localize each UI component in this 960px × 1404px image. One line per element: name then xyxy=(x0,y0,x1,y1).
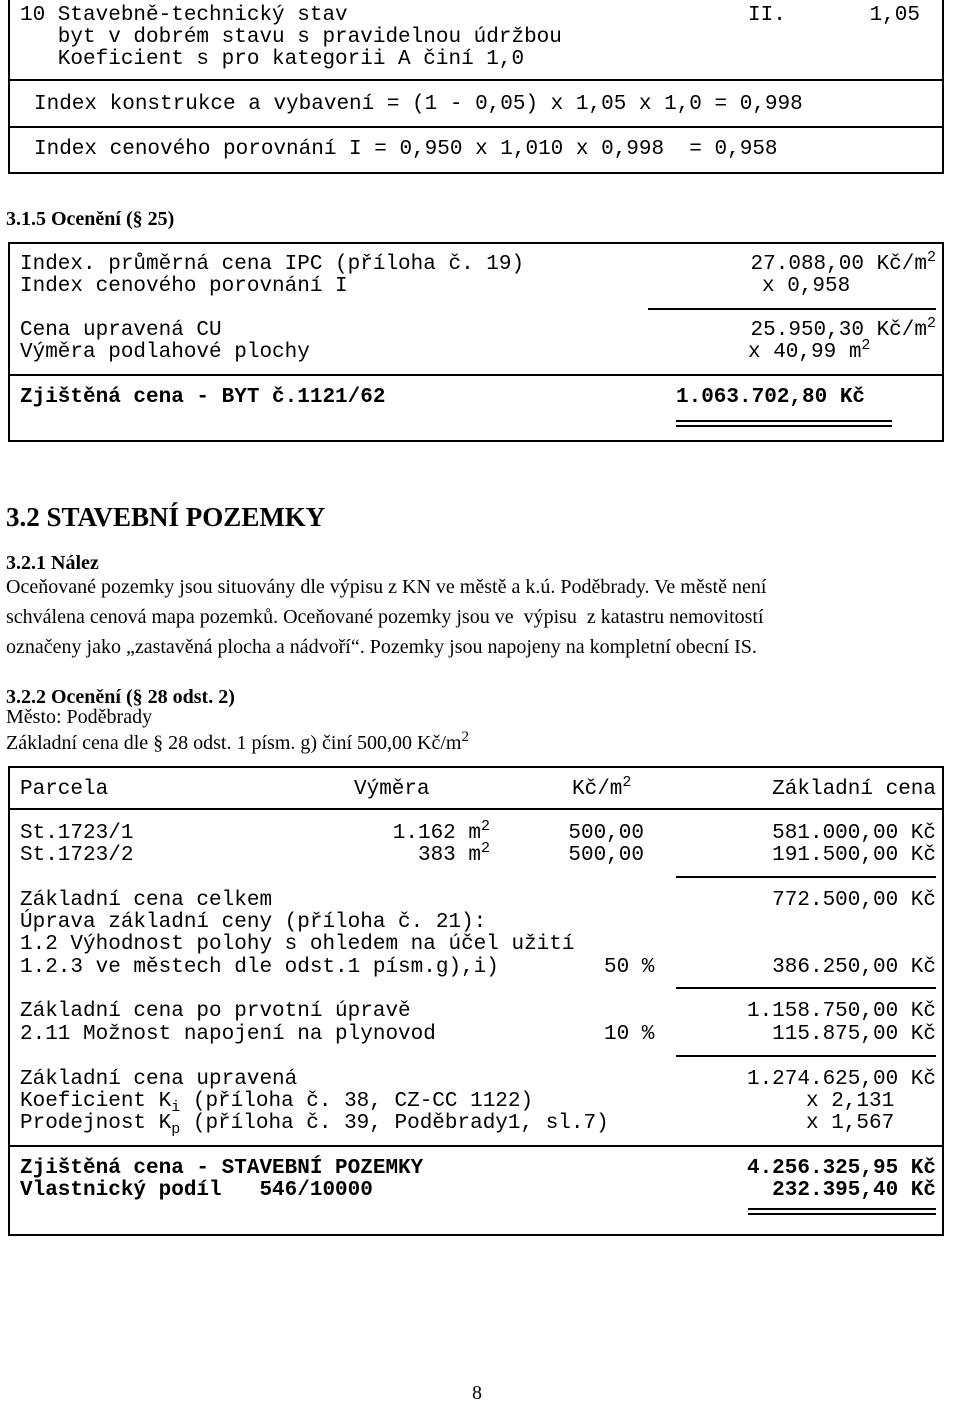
header-base-price: Základní cena xyxy=(772,778,936,801)
cu-value: 25.950,30 $Kč/m^2$ xyxy=(750,315,936,342)
header-price: $Kč/m^2$ xyxy=(572,774,632,801)
section-title-3-2: 3.2 STAVEBNÍ POZEMKY xyxy=(6,502,326,532)
ownership-share-label: Vlastnický podíl 546/10000 xyxy=(20,1179,373,1202)
sum-line xyxy=(8,374,944,376)
table-row-price: 500,00 xyxy=(568,844,644,867)
total-value: 772.500,00 Kč xyxy=(772,889,936,912)
item-10-description: byt v dobrém stavu s pravidelnou údržbou xyxy=(20,26,562,49)
item-10-value: 1,05 xyxy=(869,4,920,27)
total-label: Základní cena celkem xyxy=(20,889,273,912)
double-underline xyxy=(748,1208,936,1215)
header-divider xyxy=(8,808,944,810)
coefficient-ki-label: Koeficient $K_i$ (příloha č. 38, CZ-CC 1122) xyxy=(20,1090,534,1116)
koeficient-s-note: Koeficient s pro kategorii A činí 1,0 xyxy=(20,48,525,71)
section-heading-3-2-1: 3.2.1 Nález xyxy=(6,552,99,574)
table-row-price: 500,00 xyxy=(568,822,644,845)
finding-line-1: Oceňované pozemky jsou situovány dle výpisu z KN ve městě a k.ú. Poděbrady. Ve městě není xyxy=(6,576,767,598)
adjustment-2-label: 2.11 Možnost napojení na plynovod xyxy=(20,1023,436,1046)
adjustment-1-line1: 1.2 Výhodnost polohy s ohledem na účel užití xyxy=(20,933,575,956)
sum-line xyxy=(648,308,936,310)
after-first-adjust-label: Základní cena po prvotní úpravě xyxy=(20,1000,411,1023)
table-row-area: 1.162 $m^2$ xyxy=(392,818,490,845)
adjustment-2-value: 115.875,00 Kč xyxy=(772,1023,936,1046)
adjusted-value: 1.274.625,00 Kč xyxy=(746,1068,936,1091)
cu-label: Cena upravená CU xyxy=(20,319,222,342)
ownership-share-value: 232.395,40 Kč xyxy=(772,1179,936,1202)
base-price-line: Základní cena dle § 28 odst. 1 písm. g) činí 500,00 $Kč/m^2$ xyxy=(6,729,469,754)
flat-result-value: 1.063.702,80 Kč xyxy=(676,386,866,409)
table-row-base: 191.500,00 Kč xyxy=(772,844,936,867)
divider xyxy=(8,79,944,81)
table-row-parcel: St.1723/1 xyxy=(20,822,134,845)
land-result-value: 4.256.325,95 Kč xyxy=(746,1157,936,1180)
adjustment-1-percent: 50 % xyxy=(604,956,655,979)
coefficient-kp-label: Prodejnost $K_p$ (příloha č. 39, Poděbrady1, sl.7) xyxy=(20,1112,609,1138)
ipc-label: Index. průměrná cena IPC (příloha č. 19) xyxy=(20,253,525,276)
city-line: Město: Poděbrady xyxy=(6,706,153,728)
adjustment-2-percent: 10 % xyxy=(604,1023,655,1046)
adjustment-label: Úprava základní ceny (příloha č. 21): xyxy=(20,911,487,934)
index-value: x 0,958 xyxy=(762,275,851,298)
finding-line-2: schválena cenová mapa pozemků. Oceňované pozemky jsou ve výpisu z katastru nemovitostí xyxy=(6,606,764,628)
page-number: 8 xyxy=(472,1382,482,1404)
sum-line xyxy=(8,1145,944,1147)
area-value: x 40,99 $m^2$ xyxy=(748,337,871,364)
sum-line xyxy=(676,987,936,989)
double-underline xyxy=(676,420,892,427)
header-area: Výměra xyxy=(354,778,430,801)
table-row-parcel: St.1723/2 xyxy=(20,844,134,867)
flat-result-label: Zjištěná cena - BYT č.1121/62 xyxy=(20,386,386,409)
land-result-label: Zjištěná cena - STAVEBNÍ POZEMKY xyxy=(20,1157,424,1180)
section-heading-3-1-5: 3.1.5 Ocenění (§ 25) xyxy=(6,208,175,230)
index-label: Index cenového porovnání I xyxy=(20,275,348,298)
sum-line xyxy=(676,1055,936,1057)
coefficient-kp-value: x 1,567 xyxy=(806,1112,895,1135)
finding-line-3: označeny jako „zastavěná plocha a nádvoří“. Pozemky jsou napojeny na kompletní obecní IS. xyxy=(6,636,757,658)
area-label: Výměra podlahové plochy xyxy=(20,341,310,364)
header-parcel: Parcela xyxy=(20,778,109,801)
adjusted-label: Základní cena upravená xyxy=(20,1068,298,1091)
index-comparison-formula: Index cenového porovnání I = 0,950 x 1,010 x 0,998 = 0,958 xyxy=(34,138,778,161)
table-row-base: 581.000,00 Kč xyxy=(772,822,936,845)
section-heading-3-2-2: 3.2.2 Ocenění (§ 28 odst. 2) xyxy=(6,686,235,708)
divider xyxy=(8,126,944,128)
ipc-value: 27.088,00 $Kč/m^2$ xyxy=(750,249,936,276)
sum-line xyxy=(676,876,936,878)
coefficient-ki-value: x 2,131 xyxy=(806,1090,895,1113)
item-10-label: 10 Stavebně-technický stav xyxy=(20,4,348,27)
index-construction-formula: Index konstrukce a vybavení = (1 - 0,05) x 1,05 x 1,0 = 0,998 xyxy=(34,93,803,116)
after-first-adjust-value: 1.158.750,00 Kč xyxy=(746,1000,936,1023)
adjustment-1-value: 386.250,00 Kč xyxy=(772,956,936,979)
item-10-class: II. xyxy=(748,4,786,27)
table-row-area: 383 $m^2$ xyxy=(417,840,490,867)
adjustment-1-line2: 1.2.3 ve městech dle odst.1 písm.g),i) xyxy=(20,956,499,979)
